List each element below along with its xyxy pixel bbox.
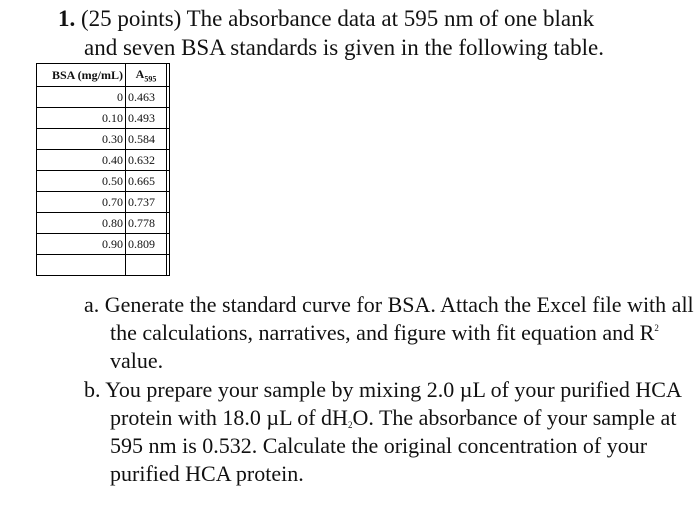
header-bsa: BSA (mg/mL): [37, 64, 126, 87]
table-row: [37, 192, 170, 213]
absorbance-value: 0.632: [126, 150, 167, 171]
question-line-2: and seven BSA standards is given in the following table.: [84, 35, 604, 60]
absorbance-value: 0.778: [126, 213, 167, 234]
absorbance-value: 0.584: [126, 129, 167, 150]
absorbance-value: 0.463: [126, 87, 167, 108]
bsa-value: [37, 255, 126, 276]
bsa-value: 0.50: [37, 171, 126, 192]
absorbance-value: 0.493: [126, 108, 167, 129]
header-absorbance: $A_{595}$: [126, 64, 167, 87]
bsa-value: 0.80: [37, 213, 126, 234]
absorbance-value: [126, 255, 167, 276]
bsa-value: 0.90: [37, 234, 126, 255]
bsa-value: 0.40: [37, 150, 126, 171]
question-number: 1.: [58, 6, 76, 31]
table-row: [37, 234, 170, 255]
bsa-value: 0.30: [37, 129, 126, 150]
header-spacer: [167, 64, 170, 87]
table-row: [37, 129, 170, 150]
table-row: [37, 108, 170, 129]
bsa-value: 0: [37, 87, 126, 108]
table-header-row: [37, 64, 170, 87]
part-a: a. Generate the standard curve for BSA. Attach the Excel file with all the calculations, narratives, and figure with fit equation and $R^2$ value.: [84, 292, 694, 373]
table-row: [37, 87, 170, 108]
bsa-value: 0.10: [37, 108, 126, 129]
part-a-label: a.: [84, 292, 100, 317]
absorbance-value: 0.737: [126, 192, 167, 213]
part-b: b. You prepare your sample by mixing 2.0 µL of your purified HCA protein with 18.0 µL of $dH_2O$. The absorbance of your sample at 595 nm is 0.532. Calculate the original concentration of your purified HCA protein.: [84, 377, 681, 486]
bsa-value: 0.70: [37, 192, 126, 213]
question-parts: [84, 291, 694, 488]
part-b-label: b.: [84, 377, 101, 402]
question-heading: [58, 4, 688, 62]
absorbance-value: 0.665: [126, 171, 167, 192]
absorbance-value: 0.809: [126, 234, 167, 255]
question-line-1: (25 points) The absorbance data at 595 nm of one blank: [81, 6, 595, 31]
bsa-absorbance-table: [36, 63, 170, 276]
table-row: [37, 150, 170, 171]
table-row: [37, 213, 170, 234]
table-row: [37, 171, 170, 192]
table-row: [37, 255, 170, 276]
